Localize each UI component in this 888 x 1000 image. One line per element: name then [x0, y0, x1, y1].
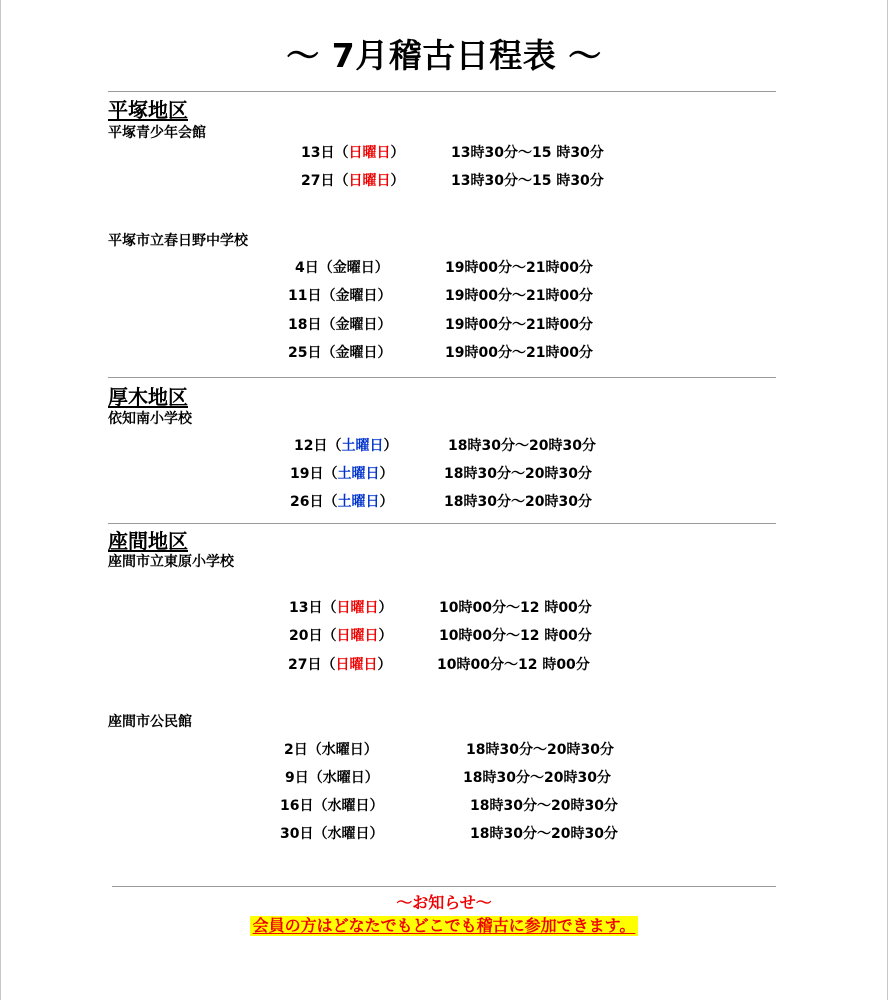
weekday-wednesday: 水曜日 [327, 798, 370, 814]
session-day: 19日 [290, 466, 324, 482]
paren-open: （ [307, 742, 322, 758]
weekday-friday: 金曜日 [335, 345, 378, 361]
session-date [288, 288, 391, 304]
session-time: 19時00分～21時00分 [445, 345, 593, 361]
session-day: 20日 [289, 628, 323, 644]
venue-hiratsuka-youth-center: 平塚青少年会館 [108, 125, 206, 141]
paren-open: （ [321, 345, 336, 361]
section-divider [108, 523, 776, 524]
session-day: 13日 [289, 600, 323, 616]
weekday-sunday: 日曜日 [348, 145, 391, 161]
venue-kasugano-junior-high: 平塚市立春日野中学校 [108, 233, 248, 249]
session-day: 27日 [288, 657, 322, 673]
venue-higashihara-elementary: 座間市立東原小学校 [108, 554, 234, 570]
session-date [280, 798, 383, 814]
paren-close: ） [378, 628, 393, 644]
session-day: 16日 [280, 798, 314, 814]
notice-body-wrap [0, 916, 888, 936]
paren-open: （ [323, 494, 338, 510]
paren-close: ） [377, 288, 392, 304]
paren-close: ） [390, 145, 405, 161]
weekday-wednesday: 水曜日 [322, 770, 365, 786]
session-date [290, 466, 393, 482]
title-divider [108, 91, 776, 92]
session-date [301, 145, 404, 161]
paren-close: ） [377, 345, 392, 361]
weekday-sunday: 日曜日 [336, 600, 379, 616]
session-day: 27日 [301, 173, 335, 189]
session-date [289, 628, 392, 644]
paren-close: ） [363, 742, 378, 758]
session-time: 18時30分～20時30分 [470, 826, 618, 842]
weekday-wednesday: 水曜日 [327, 826, 370, 842]
weekday-friday: 金曜日 [332, 260, 375, 276]
paren-open: （ [327, 438, 342, 454]
weekday-friday: 金曜日 [335, 288, 378, 304]
paren-close: ） [369, 826, 384, 842]
region-heading-atsugi: 厚木地区 [108, 385, 188, 409]
paren-close: ） [379, 494, 394, 510]
paren-close: ） [364, 770, 379, 786]
venue-echiminami-elementary: 依知南小学校 [108, 411, 192, 427]
paren-close: ） [378, 600, 393, 616]
session-date [284, 742, 378, 758]
weekday-saturday: 土曜日 [337, 466, 380, 482]
paren-close: ） [377, 657, 392, 673]
venue-zama-community-hall: 座間市公民館 [108, 714, 192, 730]
paren-open: （ [334, 173, 349, 189]
notice-title: ～お知らせ～ [396, 893, 492, 912]
session-day: 4日 [295, 260, 319, 276]
paren-open: （ [322, 628, 337, 644]
page-border-left [0, 0, 1, 1000]
session-day: 12日 [294, 438, 328, 454]
session-day: 13日 [301, 145, 335, 161]
paren-close: ） [374, 260, 389, 276]
weekday-saturday: 土曜日 [337, 494, 380, 510]
session-date [288, 317, 391, 333]
weekday-wednesday: 水曜日 [321, 742, 364, 758]
session-date [290, 494, 393, 510]
paren-open: （ [321, 317, 336, 333]
session-day: 26日 [290, 494, 324, 510]
session-time: 18時30分～20時30分 [466, 742, 614, 758]
session-time: 10時00分～12 時00分 [439, 600, 592, 616]
page-title: ～ 7月稽古日程表 ～ [286, 36, 602, 75]
session-time: 13時30分～15 時30分 [451, 173, 604, 189]
paren-open: （ [313, 826, 328, 842]
section-divider [108, 377, 776, 378]
weekday-sunday: 日曜日 [348, 173, 391, 189]
paren-open: （ [334, 145, 349, 161]
session-date [289, 600, 392, 616]
session-time: 13時30分～15 時30分 [451, 145, 604, 161]
weekday-sunday: 日曜日 [335, 657, 378, 673]
paren-open: （ [308, 770, 323, 786]
session-time: 18時30分～20時30分 [444, 466, 592, 482]
weekday-sunday: 日曜日 [336, 628, 379, 644]
paren-open: （ [323, 466, 338, 482]
session-time: 18時30分～20時30分 [470, 798, 618, 814]
session-day: 2日 [284, 742, 308, 758]
paren-open: （ [322, 600, 337, 616]
session-day: 11日 [288, 288, 322, 304]
region-heading-zama: 座間地区 [108, 529, 188, 553]
session-date [288, 657, 391, 673]
paren-close: ） [369, 798, 384, 814]
session-day: 18日 [288, 317, 322, 333]
session-time: 18時30分～20時30分 [463, 770, 611, 786]
paren-close: ） [390, 173, 405, 189]
paren-close: ） [383, 438, 398, 454]
paren-open: （ [318, 260, 333, 276]
paren-open: （ [321, 657, 336, 673]
notice-body: 会員の方はどなたでもどこでも稽古に参加できます。 [250, 916, 639, 936]
paren-close: ） [377, 317, 392, 333]
session-date [294, 438, 397, 454]
session-date [285, 770, 379, 786]
session-date [295, 260, 389, 276]
session-day: 9日 [285, 770, 309, 786]
session-time: 18時30分～20時30分 [444, 494, 592, 510]
region-heading-hiratsuka: 平塚地区 [108, 98, 188, 122]
weekday-friday: 金曜日 [335, 317, 378, 333]
paren-open: （ [313, 798, 328, 814]
notice-divider [112, 886, 776, 887]
session-time: 19時00分～21時00分 [445, 260, 593, 276]
session-time: 18時30分～20時30分 [448, 438, 596, 454]
session-date [301, 173, 404, 189]
session-day: 25日 [288, 345, 322, 361]
session-time: 10時00分～12 時00分 [437, 657, 590, 673]
session-time: 19時00分～21時00分 [445, 288, 593, 304]
paren-open: （ [321, 288, 336, 304]
session-day: 30日 [280, 826, 314, 842]
paren-close: ） [379, 466, 394, 482]
session-time: 19時00分～21時00分 [445, 317, 593, 333]
weekday-saturday: 土曜日 [341, 438, 384, 454]
session-date [280, 826, 383, 842]
session-date [288, 345, 391, 361]
session-time: 10時00分～12 時00分 [439, 628, 592, 644]
